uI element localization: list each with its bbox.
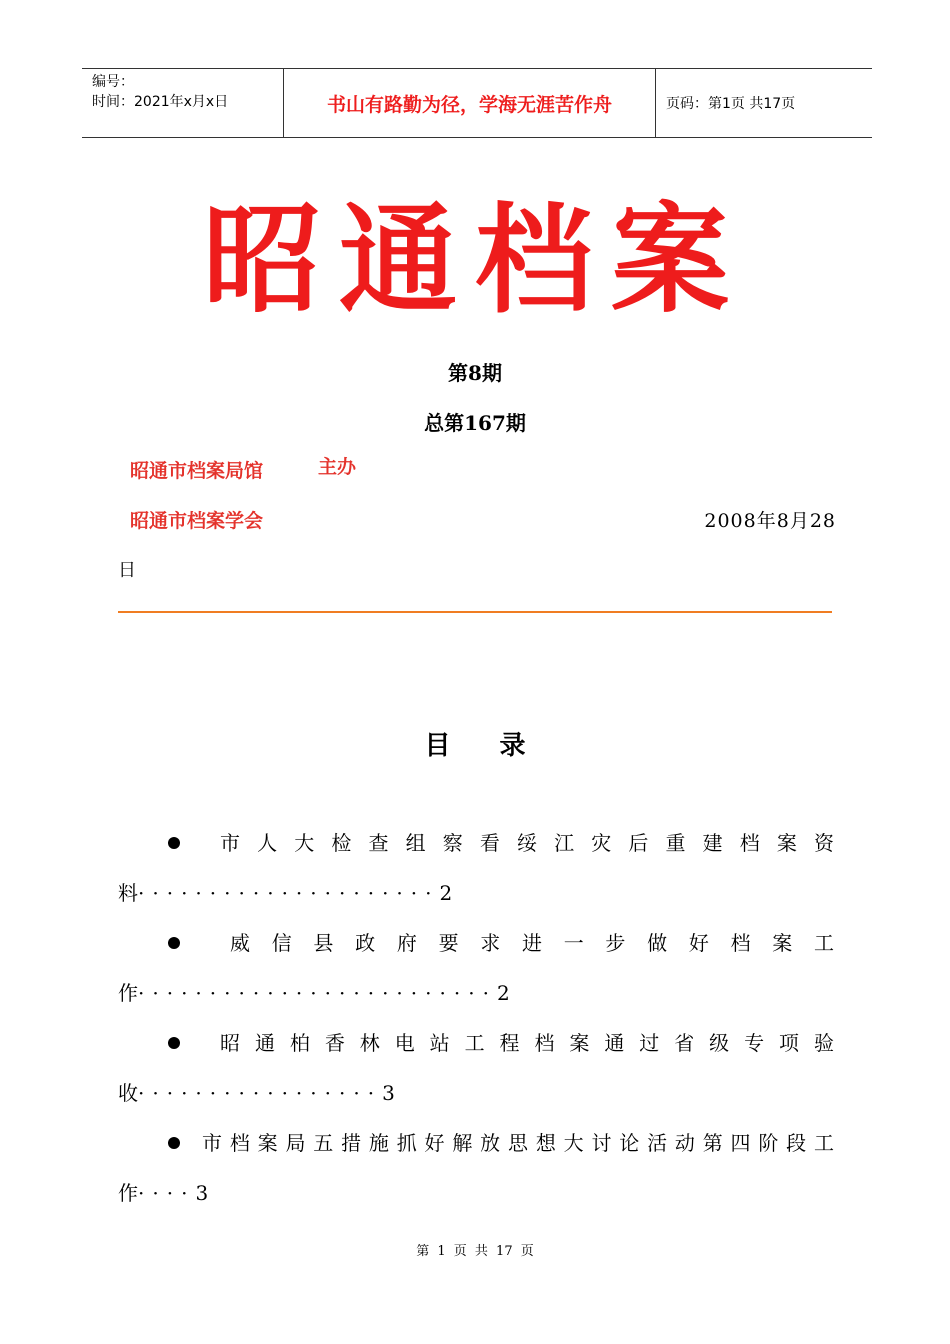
number-label: 编号： (92, 74, 134, 90)
header-motto-cell (284, 69, 656, 137)
bullet-icon (168, 1037, 180, 1049)
time-label: 时间：2021年x月x日 (92, 94, 229, 110)
toc-leader-dots: ················· (138, 1081, 383, 1105)
bullet-icon (168, 1137, 180, 1149)
toc-item-continuation (118, 878, 834, 908)
organizer-archives-society: 昭通市档案学会 (130, 510, 264, 532)
total-issue-number: 总第167期 (424, 411, 526, 435)
page-info: 页码：第1页 共17页 (666, 96, 796, 112)
toc-page-number: 2 (439, 881, 453, 905)
publish-date-tail: 日 (118, 560, 137, 581)
masthead-title: 昭通档案 (202, 191, 747, 329)
toc-page-number: 3 (382, 1081, 395, 1105)
header-page-cell (656, 69, 872, 137)
toc-item-title-end: 收 (118, 1081, 138, 1105)
page-footer: 第 1 页 共 17 页 (416, 1244, 534, 1259)
toc-title: 目 录 (424, 731, 526, 761)
motto-text: 书山有路勤为径，学海无涯苦作舟 (326, 93, 612, 116)
toc-item-continuation (118, 978, 834, 1008)
toc-item-title-end: 作 (118, 981, 138, 1005)
toc-page-number: 2 (496, 981, 510, 1005)
toc-page-number: 3 (195, 1181, 209, 1205)
header-meta-cell (82, 69, 284, 137)
toc-item-title-end: 料 (118, 881, 138, 905)
bullet-icon (168, 837, 180, 849)
toc-item-title: 市人大检查组察看绥江灾后重建档案资 (220, 831, 834, 855)
toc-item[interactable] (118, 828, 834, 858)
orange-divider (118, 611, 832, 613)
toc-leader-dots: ····················· (138, 881, 440, 905)
toc-item-continuation (118, 1078, 834, 1108)
toc-leader-dots: ···· (138, 1181, 196, 1205)
toc-item-title-end: 作 (118, 1181, 138, 1205)
organizer-archives-bureau: 昭通市档案局馆 (130, 460, 264, 482)
toc-item-title: 威信县政府要求进一步做好档案工 (230, 931, 834, 955)
toc-item[interactable] (118, 1028, 834, 1058)
toc-item[interactable] (118, 1128, 834, 1158)
toc-item-continuation (118, 1178, 834, 1208)
toc-leader-dots: ························· (138, 981, 497, 1005)
issue-number: 第8期 (448, 361, 502, 385)
toc-item[interactable] (118, 928, 834, 958)
toc-item-title: 市档案局五措施抓好解放思想大讨论活动第四阶段工 (202, 1131, 834, 1155)
bullet-icon (168, 937, 180, 949)
publish-date: 2008年8月28 (704, 510, 836, 532)
toc-item-title: 昭通柏香林电站工程档案通过省级专项验 (220, 1031, 834, 1055)
sponsor-label: 主办 (318, 456, 357, 478)
page-header-table (82, 68, 872, 138)
